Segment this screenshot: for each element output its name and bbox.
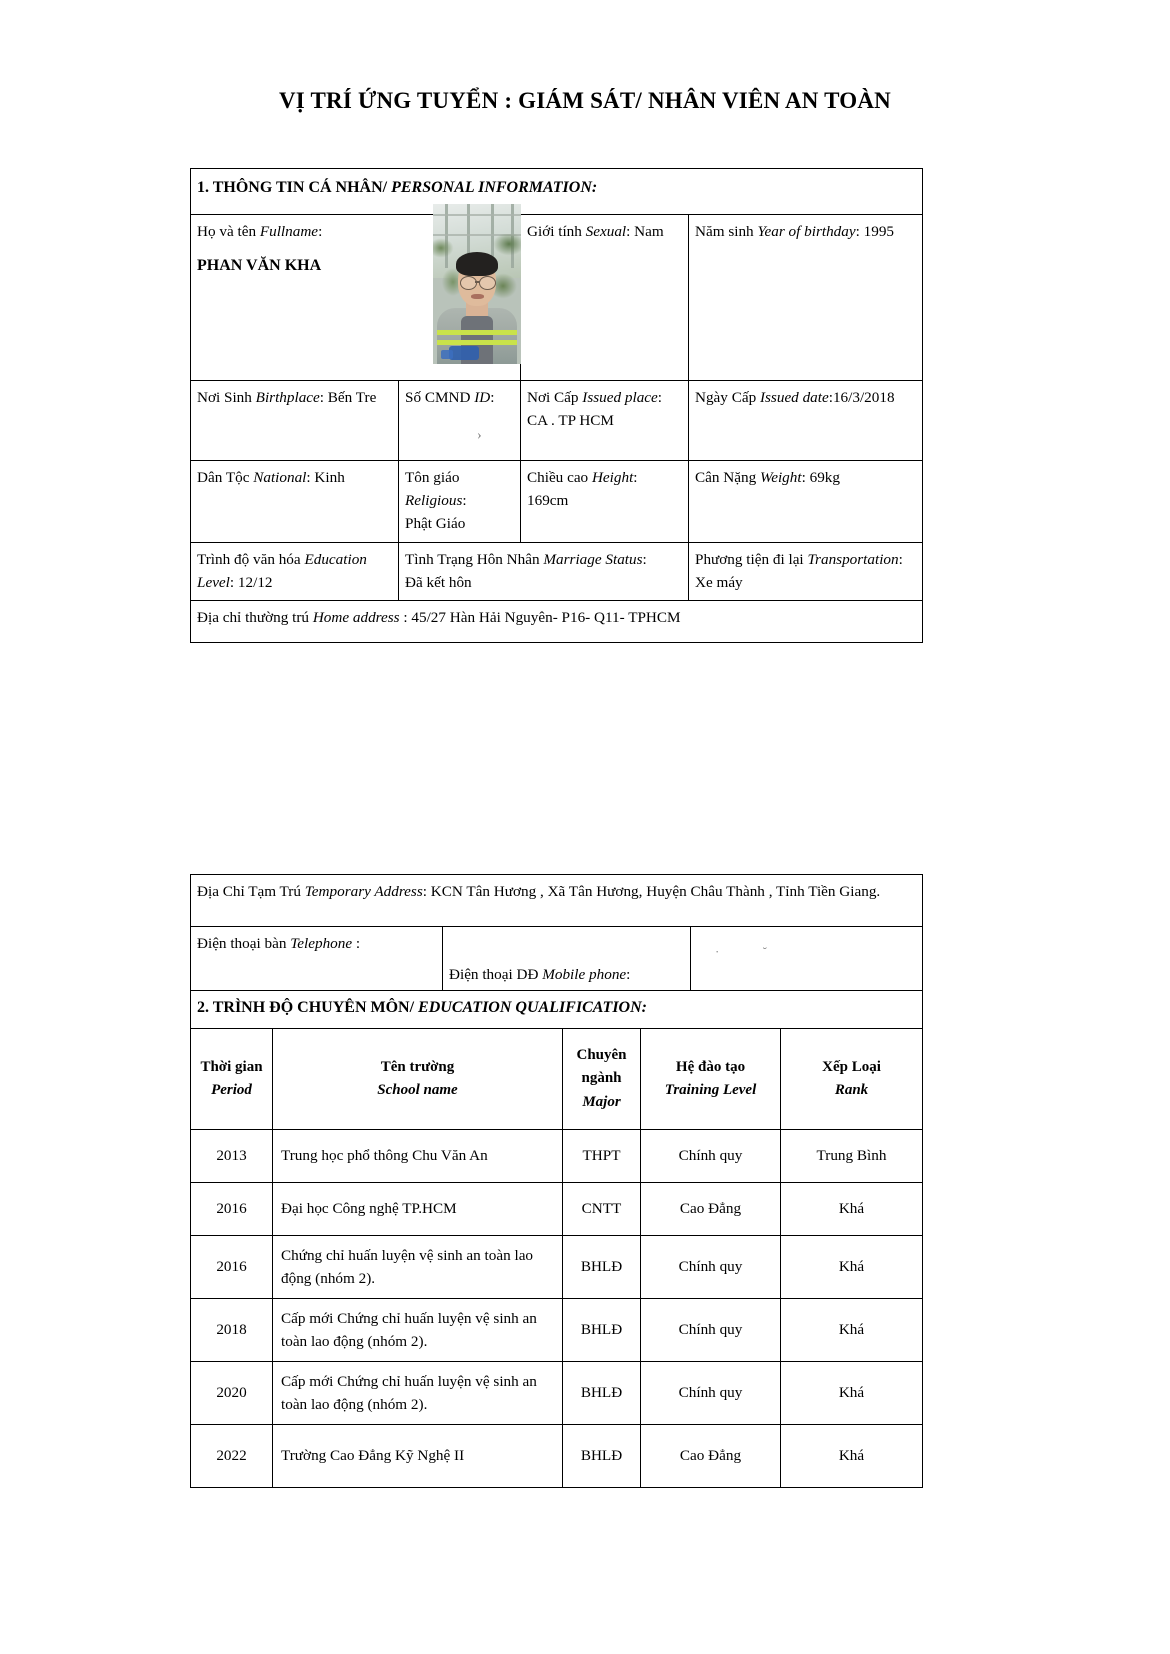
fullname-label-vi: Họ và tên [197, 223, 260, 240]
column-header-rank [781, 1029, 923, 1130]
fullname-value: PHAN VĂN KHA [197, 257, 322, 275]
cell-training-level: Chính quy [641, 1362, 781, 1425]
column-header-training-vi: Hệ đào tạo [675, 1058, 746, 1075]
table-row [191, 1299, 923, 1362]
id-label-en: ID [474, 389, 491, 406]
section2-heading-en: EDUCATION QUALIFICATION: [418, 999, 647, 1016]
cell-major: BHLĐ [563, 1425, 641, 1488]
cell-school: Trường Cao Đẳng Kỹ Nghệ II [273, 1425, 563, 1488]
birthyear-cell [689, 215, 923, 381]
mobile-label-vi: Điện thoại DĐ [449, 965, 543, 983]
photo-hair [456, 252, 498, 276]
column-header-period [191, 1029, 273, 1130]
column-header-training-level [641, 1029, 781, 1130]
cell-major: THPT [563, 1130, 641, 1183]
education-value: : 12/12 [229, 574, 273, 592]
cell-major: BHLĐ [563, 1236, 641, 1299]
marriage-colon: : [642, 551, 647, 568]
birthplace-label-en: Birthplace [255, 389, 320, 406]
education-label-en2: Level [197, 574, 230, 592]
issued-date-cell [689, 381, 923, 461]
table-row-section2-heading [191, 991, 923, 1029]
home-address-cell [191, 601, 923, 643]
cell-rank: Khá [781, 1299, 923, 1362]
cell-training-level: Cao Đẳng [641, 1425, 781, 1488]
glasses-icon [460, 276, 477, 290]
cell-period: 2016 [191, 1236, 273, 1299]
id-label-vi: Số CMND [405, 389, 475, 406]
telephone-cell [191, 927, 443, 991]
photo-hi-vis-stripe [437, 340, 517, 345]
birthplace-cell [191, 381, 399, 461]
column-header-school-name [273, 1029, 563, 1130]
table-row-home-address [191, 601, 923, 643]
column-header-period-en: Period [211, 1082, 252, 1098]
column-header-school-vi: Tên trường [380, 1058, 455, 1075]
table-row-birthplace [191, 381, 923, 461]
cell-rank: Trung Bình [781, 1130, 923, 1183]
home-address-label-vi: Địa chỉ thường trú [197, 609, 313, 626]
mobile-phone-cell [443, 927, 691, 991]
cell-school: Cấp mới Chứng chỉ huấn luyện vệ sinh an toàn lao động (nhóm 2). [273, 1362, 563, 1425]
ethnic-cell [191, 461, 399, 543]
ethnic-value: : Kinh [306, 469, 345, 486]
religion-value: Phật Giáo [405, 515, 466, 533]
cell-rank: Khá [781, 1425, 923, 1488]
transport-label-vi: Phương tiện đi lại [695, 551, 808, 568]
ethnic-label-vi: Dân Tộc [197, 469, 254, 486]
birthyear-value: : 1995 [855, 223, 895, 240]
cell-period: 2020 [191, 1362, 273, 1425]
fullname-colon: : [318, 223, 323, 240]
table-row-section1-heading [191, 169, 923, 215]
issued-place-label-vi: Nơi Cấp [527, 389, 583, 406]
column-header-major [563, 1029, 641, 1130]
weight-value: : 69kg [801, 469, 840, 486]
religion-colon: : [462, 492, 467, 510]
birthyear-label-vi: Năm sinh [695, 223, 758, 240]
issued-place-colon: : [657, 389, 663, 406]
cell-training-level: Chính quy [641, 1299, 781, 1362]
gender-label-vi: Giới tính [527, 223, 586, 240]
column-header-school-en: School name [377, 1082, 458, 1098]
table-row-temp-address [191, 875, 923, 927]
section1-heading-vi: 1. THÔNG TIN CÁ NHÂN/ [197, 179, 392, 196]
temp-address-cell [191, 875, 923, 927]
marriage-value: Đã kết hôn [405, 574, 472, 592]
mobile-value: : [626, 965, 631, 983]
cell-rank: Khá [781, 1183, 923, 1236]
telephone-value: : [352, 935, 361, 952]
cell-training-level: Chính quy [641, 1236, 781, 1299]
column-header-rank-en: Rank [834, 1082, 869, 1098]
temp-address-value: : KCN Tân Hương , Xã Tân Hương, Huyện Châu Thành , Tỉnh Tiền Giang. [422, 883, 881, 900]
temp-address-label-vi: Địa Chỉ Tạm Trú [197, 883, 305, 900]
marriage-status-cell [399, 543, 689, 601]
weight-label-en: Weight [759, 469, 802, 486]
education-label-vi: Trình độ văn hóa [197, 551, 305, 568]
cell-rank: Khá [781, 1362, 923, 1425]
transport-colon: : [898, 551, 903, 568]
mobile-label-en: Mobile phone [542, 965, 627, 983]
telephone-label-en: Telephone [290, 935, 353, 952]
home-address-label-en: Home address [312, 609, 400, 626]
photo-logo-badge [441, 350, 453, 359]
table-row-name [191, 215, 923, 381]
photo-fence-wire-icon [433, 214, 521, 216]
education-qualification-table [190, 1028, 923, 1488]
column-header-rank-vi: Xếp Loại [822, 1058, 881, 1075]
religion-label-vi: Tôn giáo [405, 469, 460, 486]
religion-label-en: Religious [405, 492, 463, 510]
cell-training-level: Chính quy [641, 1130, 781, 1183]
cell-school: Chứng chỉ huấn luyện vệ sinh an toàn lao động (nhóm 2). [273, 1236, 563, 1299]
gender-label-en: Sexual [585, 223, 627, 240]
applicant-photo [433, 204, 521, 364]
id-number-cell [399, 381, 521, 461]
column-header-major-en: Major [582, 1093, 621, 1110]
issued-place-value: CA . TP HCM [527, 412, 614, 430]
section1-heading-cell [191, 169, 923, 215]
height-label-vi: Chiều cao [527, 469, 592, 486]
section1-heading-en: PERSONAL INFORMATION: [391, 179, 598, 196]
cell-rank: Khá [781, 1236, 923, 1299]
gender-value: : Nam [626, 223, 664, 240]
table-row [191, 1236, 923, 1299]
page-title: VỊ TRÍ ỨNG TUYỂN : GIÁM SÁT/ NHÂN VIÊN AN TOÀN [279, 88, 891, 113]
religion-cell [399, 461, 521, 543]
education-table-header-row [191, 1029, 923, 1130]
photo-mouth [471, 294, 484, 299]
column-header-period-vi: Thời gian [200, 1058, 263, 1075]
weight-label-vi: Cân Nặng [695, 469, 760, 486]
cell-school: Cấp mới Chứng chỉ huấn luyện vệ sinh an toàn lao động (nhóm 2). [273, 1299, 563, 1362]
glasses-icon [479, 276, 496, 290]
home-address-value: : 45/27 Hàn Hải Nguyên- P16- Q11- TPHCM [399, 609, 681, 626]
section2-heading-vi: 2. TRÌNH ĐỘ CHUYÊN MÔN/ [197, 999, 419, 1016]
issued-place-cell [521, 381, 689, 461]
telephone-label-vi: Điện thoại bàn [197, 935, 291, 952]
cell-period: 2018 [191, 1299, 273, 1362]
height-value: : 169cm [527, 469, 638, 510]
cell-period: 2022 [191, 1425, 273, 1488]
weight-cell [689, 461, 923, 543]
birthplace-label-vi: Nơi Sinh [197, 389, 256, 406]
education-label-en: Education [304, 551, 367, 568]
table-row-education-level [191, 543, 923, 601]
id-redaction-mark: › [477, 428, 483, 444]
cell-school: Đại học Công nghệ TP.HCM [273, 1183, 563, 1236]
issued-date-value: :16/3/2018 [828, 389, 895, 406]
transport-label-en: Transportation [807, 551, 899, 568]
temp-address-label-en: Temporary Address [304, 883, 423, 900]
table-row [191, 1130, 923, 1183]
cell-major: BHLĐ [563, 1299, 641, 1362]
gender-cell [521, 215, 689, 381]
height-cell [521, 461, 689, 543]
cell-school: Trung học phổ thông Chu Văn An [273, 1130, 563, 1183]
temporary-address-table [190, 874, 923, 1029]
table-row [191, 1183, 923, 1236]
education-level-cell [191, 543, 399, 601]
fullname-label-en: Fullname [259, 223, 319, 240]
column-header-training-en: Training Level [664, 1082, 757, 1098]
section2-heading-cell [191, 991, 923, 1029]
photo-logo-badge [449, 346, 479, 360]
cell-training-level: Cao Đẳng [641, 1183, 781, 1236]
marriage-label-vi: Tình Trạng Hôn Nhân [405, 551, 544, 568]
cell-period: 2013 [191, 1130, 273, 1183]
birthyear-label-en: Year of birthday [757, 223, 856, 240]
mobile-redaction-mark: · ˘ [715, 944, 787, 959]
glasses-bridge-icon [475, 281, 480, 283]
table-row [191, 1362, 923, 1425]
height-label-en: Height [591, 469, 634, 486]
birthplace-value: : Bến Tre [319, 389, 377, 406]
cell-period: 2016 [191, 1183, 273, 1236]
marriage-label-en: Marriage Status [543, 551, 643, 568]
table-row-phones [191, 927, 923, 991]
transport-value: Xe máy [695, 574, 743, 592]
id-value: : [490, 389, 495, 406]
mobile-number-blank-cell [691, 927, 923, 991]
table-row-ethnic [191, 461, 923, 543]
issued-date-label-en: Issued date [759, 389, 829, 406]
issued-date-label-vi: Ngày Cấp [695, 389, 760, 406]
photo-hi-vis-stripe [437, 330, 517, 335]
issued-place-label-en: Issued place [582, 389, 658, 406]
cell-major: CNTT [563, 1183, 641, 1236]
table-row [191, 1425, 923, 1488]
personal-information-table [190, 168, 923, 643]
cell-major: BHLĐ [563, 1362, 641, 1425]
ethnic-label-en: National [253, 469, 307, 486]
column-header-major-vi: Chuyên ngành [576, 1047, 627, 1087]
transportation-cell [689, 543, 923, 601]
